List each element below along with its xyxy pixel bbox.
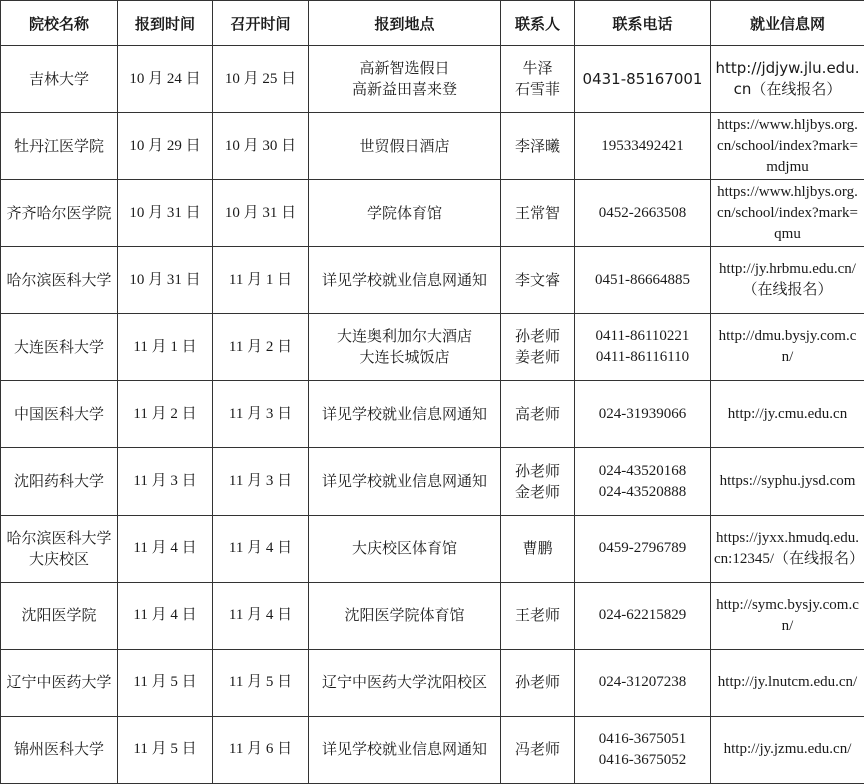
contact-line: 冯老师 xyxy=(514,740,560,759)
contact xyxy=(501,515,575,582)
held-date: 11 月 6 日 xyxy=(213,716,309,783)
checkin-date: 11 月 2 日 xyxy=(118,381,213,448)
contact xyxy=(501,582,575,649)
phone-line: 0452-2663508 xyxy=(598,204,687,221)
contact-line: 李文睿 xyxy=(514,270,560,289)
website-link[interactable]: https://syphu.jysd.com xyxy=(711,448,864,515)
location xyxy=(309,448,501,515)
header-location: 报到地点 xyxy=(309,1,501,46)
location-line: 大连奥利加尔大酒店 xyxy=(336,327,472,346)
contact-line: 孙老师 xyxy=(514,673,560,692)
website-link[interactable]: http://jdjyw.jlu.edu.cn（在线报名） xyxy=(711,46,864,113)
school-name: 沈阳药科大学 xyxy=(1,448,118,515)
phone-line: 0451-86664885 xyxy=(595,271,690,288)
contact-line: 高老师 xyxy=(514,404,560,423)
table-row xyxy=(1,113,864,180)
website-link[interactable]: https://jyxx.hmudq.edu.cn:12345/（在线报名） xyxy=(711,515,864,582)
location-line: 辽宁中医药大学沈阳校区 xyxy=(321,673,487,692)
header-school: 院校名称 xyxy=(1,1,118,46)
contact xyxy=(501,247,575,314)
phone xyxy=(575,515,711,582)
contact-line: 曹鹏 xyxy=(522,539,553,558)
checkin-date: 10 月 31 日 xyxy=(118,180,213,247)
location-line: 详见学校就业信息网通知 xyxy=(321,740,487,759)
contact xyxy=(501,180,575,247)
held-date: 11 月 3 日 xyxy=(213,448,309,515)
location-line: 大连长城饭店 xyxy=(359,348,450,367)
contact-line: 石雪菲 xyxy=(514,80,560,99)
location xyxy=(309,180,501,247)
phone xyxy=(575,582,711,649)
website-link[interactable]: https://www.hljbys.org.cn/school/index?mark=qmu xyxy=(711,180,864,247)
website-link[interactable]: http://dmu.bysjy.com.cn/ xyxy=(711,314,864,381)
phone-line: 024-43520888 xyxy=(598,483,687,500)
website-link[interactable]: http://jy.jzmu.edu.cn/ xyxy=(711,716,864,783)
school-name: 辽宁中医药大学 xyxy=(1,649,118,716)
table-row xyxy=(1,448,864,515)
phone-line: 0411-86110221 xyxy=(595,328,690,345)
phone-line: 0416-3675052 xyxy=(598,751,687,768)
phone xyxy=(575,180,711,247)
school-name: 牡丹江医学院 xyxy=(1,113,118,180)
table-row xyxy=(1,515,864,582)
checkin-date: 10 月 31 日 xyxy=(118,247,213,314)
location xyxy=(309,582,501,649)
location-line: 大庆校区体育馆 xyxy=(351,539,457,558)
school-name: 大连医科大学 xyxy=(1,314,118,381)
phone-line: 024-31207238 xyxy=(598,674,687,691)
location xyxy=(309,515,501,582)
table-row xyxy=(1,247,864,314)
phone xyxy=(575,448,711,515)
header-held-date: 召开时间 xyxy=(213,1,309,46)
held-date: 11 月 3 日 xyxy=(213,381,309,448)
held-date: 10 月 31 日 xyxy=(213,180,309,247)
held-date: 11 月 2 日 xyxy=(213,314,309,381)
location xyxy=(309,113,501,180)
contact xyxy=(501,448,575,515)
phone-line: 024-43520168 xyxy=(598,462,687,479)
header-checkin-date: 报到时间 xyxy=(118,1,213,46)
location-line: 学院体育馆 xyxy=(366,203,442,222)
phone-line: 024-62215829 xyxy=(598,607,687,624)
phone xyxy=(575,247,711,314)
location xyxy=(309,716,501,783)
checkin-date: 10 月 29 日 xyxy=(118,113,213,180)
phone xyxy=(575,46,711,113)
checkin-date: 11 月 5 日 xyxy=(118,716,213,783)
table-row xyxy=(1,649,864,716)
header-contact: 联系人 xyxy=(501,1,575,46)
location-line: 详见学校就业信息网通知 xyxy=(321,270,487,289)
school-name: 哈尔滨医科大学大庆校区 xyxy=(1,515,118,582)
contact-line: 牛泽 xyxy=(522,59,553,78)
school-name: 沈阳医学院 xyxy=(1,582,118,649)
held-date: 11 月 1 日 xyxy=(213,247,309,314)
phone-line: 0431-85167001 xyxy=(582,69,703,88)
phone-line: 0411-86116110 xyxy=(595,349,690,366)
website-link[interactable]: https://www.hljbys.org.cn/school/index?mark=mdjmu xyxy=(711,113,864,180)
location xyxy=(309,381,501,448)
website-link[interactable]: http://jy.hrbmu.edu.cn/（在线报名） xyxy=(711,247,864,314)
held-date: 11 月 5 日 xyxy=(213,649,309,716)
contact xyxy=(501,381,575,448)
school-name: 哈尔滨医科大学 xyxy=(1,247,118,314)
location-line: 详见学校就业信息网通知 xyxy=(321,404,487,423)
phone-line: 0416-3675051 xyxy=(598,730,687,747)
phone-line: 0459-2796789 xyxy=(598,540,687,557)
table-row xyxy=(1,180,864,247)
phone xyxy=(575,716,711,783)
contact-line: 金老师 xyxy=(514,482,560,501)
table-row xyxy=(1,716,864,783)
contact xyxy=(501,113,575,180)
header-phone: 联系电话 xyxy=(575,1,711,46)
phone-line: 19533492421 xyxy=(601,137,684,154)
school-name: 吉林大学 xyxy=(1,46,118,113)
header-row xyxy=(1,1,864,46)
location xyxy=(309,46,501,113)
checkin-date: 11 月 4 日 xyxy=(118,582,213,649)
contact xyxy=(501,716,575,783)
contact-line: 王常智 xyxy=(514,203,560,222)
contact xyxy=(501,314,575,381)
location-line: 沈阳医学院体育馆 xyxy=(344,606,465,625)
website-link[interactable]: http://jy.lnutcm.edu.cn/ xyxy=(711,649,864,716)
location-line: 高新智选假日 xyxy=(359,59,450,78)
table-row xyxy=(1,46,864,113)
contact-line: 孙老师 xyxy=(514,327,560,346)
school-name: 齐齐哈尔医学院 xyxy=(1,180,118,247)
contact xyxy=(501,46,575,113)
phone xyxy=(575,113,711,180)
website-link[interactable]: http://symc.bysjy.com.cn/ xyxy=(711,582,864,649)
held-date: 10 月 25 日 xyxy=(213,46,309,113)
table-row xyxy=(1,582,864,649)
location-line: 详见学校就业信息网通知 xyxy=(321,472,487,490)
table-row xyxy=(1,314,864,381)
location-line: 高新益田喜来登 xyxy=(351,80,457,99)
location xyxy=(309,314,501,381)
contact-line: 姜老师 xyxy=(514,348,560,367)
phone xyxy=(575,381,711,448)
checkin-date: 11 月 5 日 xyxy=(118,649,213,716)
phone xyxy=(575,649,711,716)
location-line: 世贸假日酒店 xyxy=(359,136,450,155)
checkin-date: 10 月 24 日 xyxy=(118,46,213,113)
checkin-date: 11 月 1 日 xyxy=(118,314,213,381)
phone xyxy=(575,314,711,381)
held-date: 11 月 4 日 xyxy=(213,515,309,582)
location xyxy=(309,247,501,314)
checkin-date: 11 月 4 日 xyxy=(118,515,213,582)
table-row xyxy=(1,381,864,448)
school-name: 锦州医科大学 xyxy=(1,716,118,783)
website-link[interactable]: http://jy.cmu.edu.cn xyxy=(711,381,864,448)
contact xyxy=(501,649,575,716)
phone-line: 024-31939066 xyxy=(598,405,687,422)
checkin-date: 11 月 3 日 xyxy=(118,448,213,515)
contact-line: 李泽曦 xyxy=(514,136,560,155)
contact-line: 孙老师 xyxy=(514,461,560,480)
school-name: 中国医科大学 xyxy=(1,381,118,448)
contact-line: 王老师 xyxy=(514,606,560,625)
held-date: 11 月 4 日 xyxy=(213,582,309,649)
location xyxy=(309,649,501,716)
header-website: 就业信息网 xyxy=(711,1,864,46)
held-date: 10 月 30 日 xyxy=(213,113,309,180)
